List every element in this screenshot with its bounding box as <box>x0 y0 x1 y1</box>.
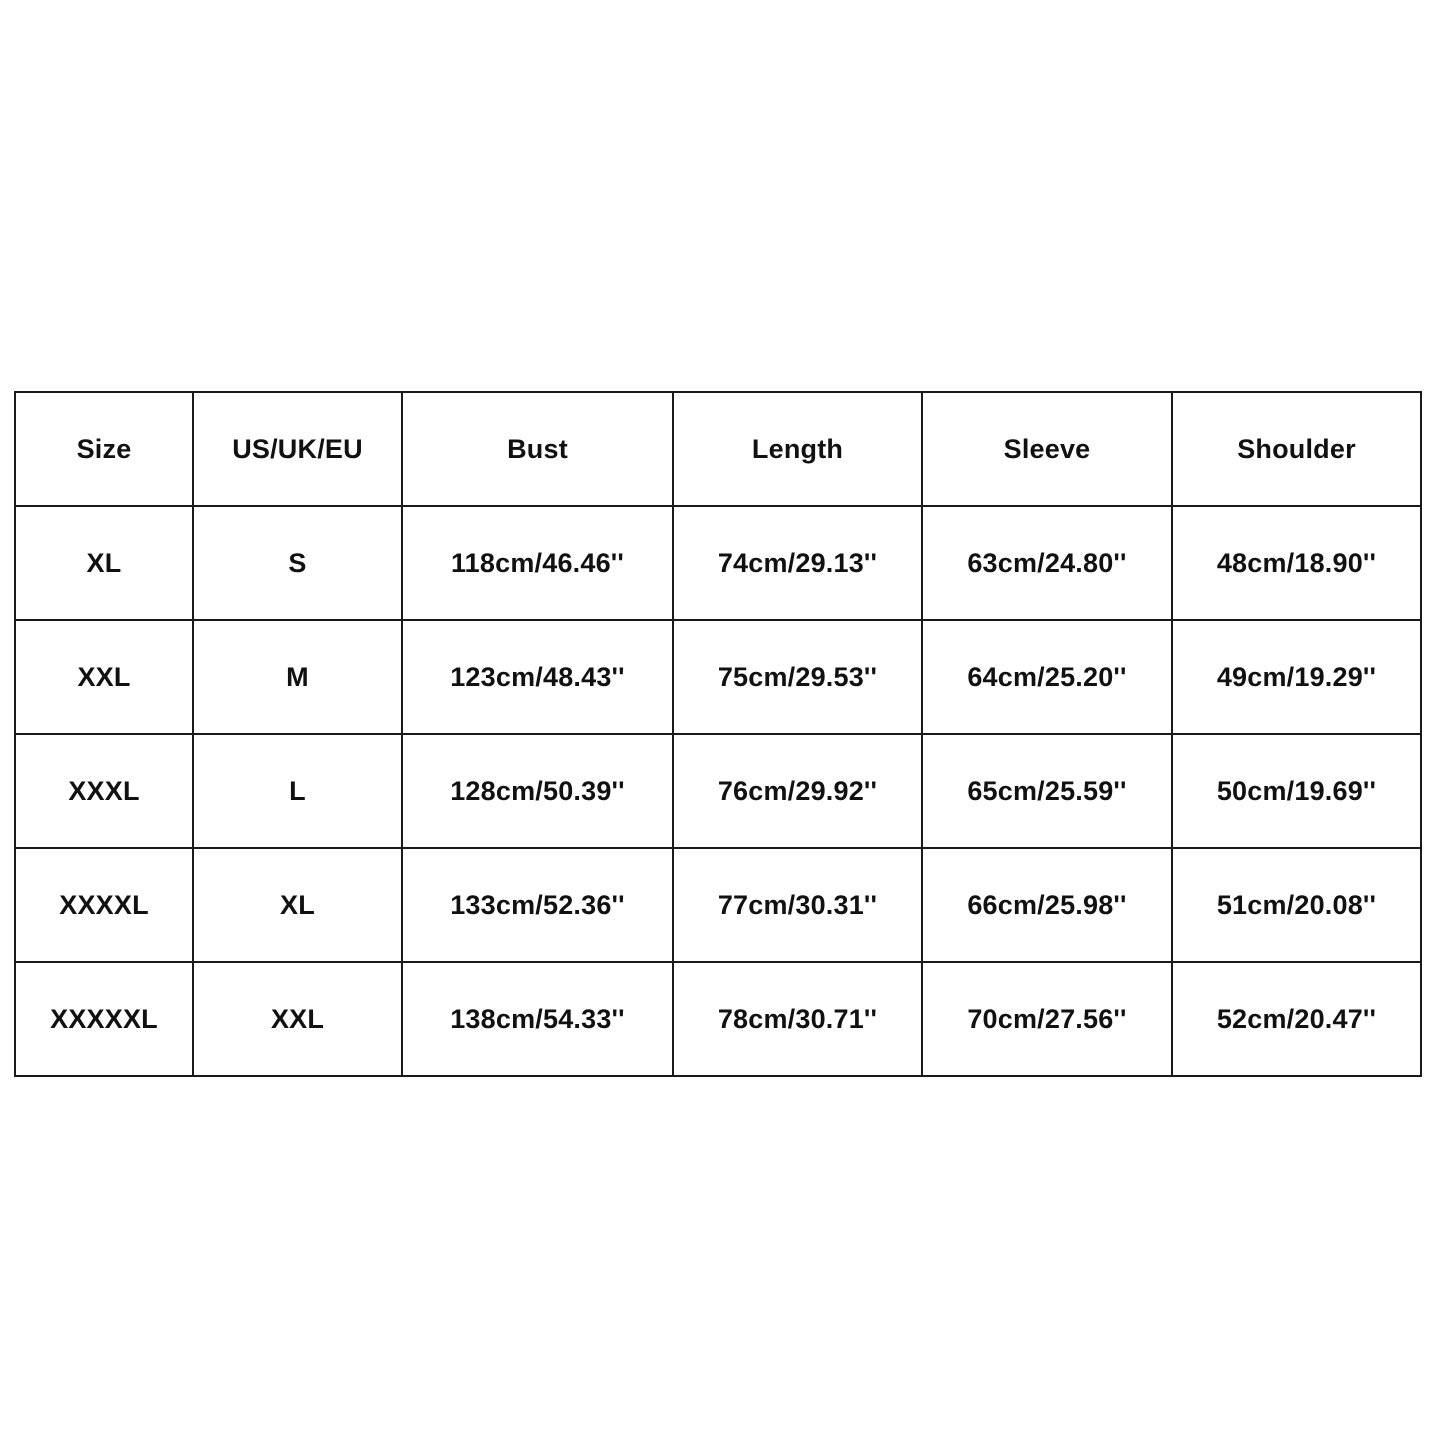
cell-size: XL <box>15 506 193 620</box>
cell-bust: 118cm/46.46'' <box>402 506 673 620</box>
cell-sleeve: 70cm/27.56'' <box>922 962 1172 1076</box>
cell-us-uk-eu: XXL <box>193 962 402 1076</box>
cell-shoulder: 52cm/20.47'' <box>1172 962 1421 1076</box>
table-row <box>15 962 1421 1076</box>
cell-shoulder: 51cm/20.08'' <box>1172 848 1421 962</box>
cell-bust: 138cm/54.33'' <box>402 962 673 1076</box>
header-size: Size <box>15 392 193 506</box>
cell-sleeve: 63cm/24.80'' <box>922 506 1172 620</box>
cell-sleeve: 66cm/25.98'' <box>922 848 1172 962</box>
header-sleeve: Sleeve <box>922 392 1172 506</box>
cell-sleeve: 65cm/25.59'' <box>922 734 1172 848</box>
size-chart-table <box>14 391 1422 1077</box>
cell-length: 76cm/29.92'' <box>673 734 922 848</box>
table-row <box>15 620 1421 734</box>
cell-shoulder: 50cm/19.69'' <box>1172 734 1421 848</box>
header-row <box>15 392 1421 506</box>
cell-length: 75cm/29.53'' <box>673 620 922 734</box>
table-row <box>15 848 1421 962</box>
cell-bust: 133cm/52.36'' <box>402 848 673 962</box>
header-bust: Bust <box>402 392 673 506</box>
header-length: Length <box>673 392 922 506</box>
table-row <box>15 734 1421 848</box>
cell-size: XXXL <box>15 734 193 848</box>
cell-us-uk-eu: L <box>193 734 402 848</box>
cell-shoulder: 49cm/19.29'' <box>1172 620 1421 734</box>
cell-shoulder: 48cm/18.90'' <box>1172 506 1421 620</box>
cell-length: 77cm/30.31'' <box>673 848 922 962</box>
cell-bust: 123cm/48.43'' <box>402 620 673 734</box>
cell-length: 78cm/30.71'' <box>673 962 922 1076</box>
cell-sleeve: 64cm/25.20'' <box>922 620 1172 734</box>
cell-size: XXXXXL <box>15 962 193 1076</box>
cell-bust: 128cm/50.39'' <box>402 734 673 848</box>
cell-us-uk-eu: S <box>193 506 402 620</box>
cell-size: XXL <box>15 620 193 734</box>
header-us-uk-eu: US/UK/EU <box>193 392 402 506</box>
header-shoulder: Shoulder <box>1172 392 1421 506</box>
table-row <box>15 506 1421 620</box>
cell-us-uk-eu: XL <box>193 848 402 962</box>
cell-us-uk-eu: M <box>193 620 402 734</box>
cell-size: XXXXL <box>15 848 193 962</box>
cell-length: 74cm/29.13'' <box>673 506 922 620</box>
